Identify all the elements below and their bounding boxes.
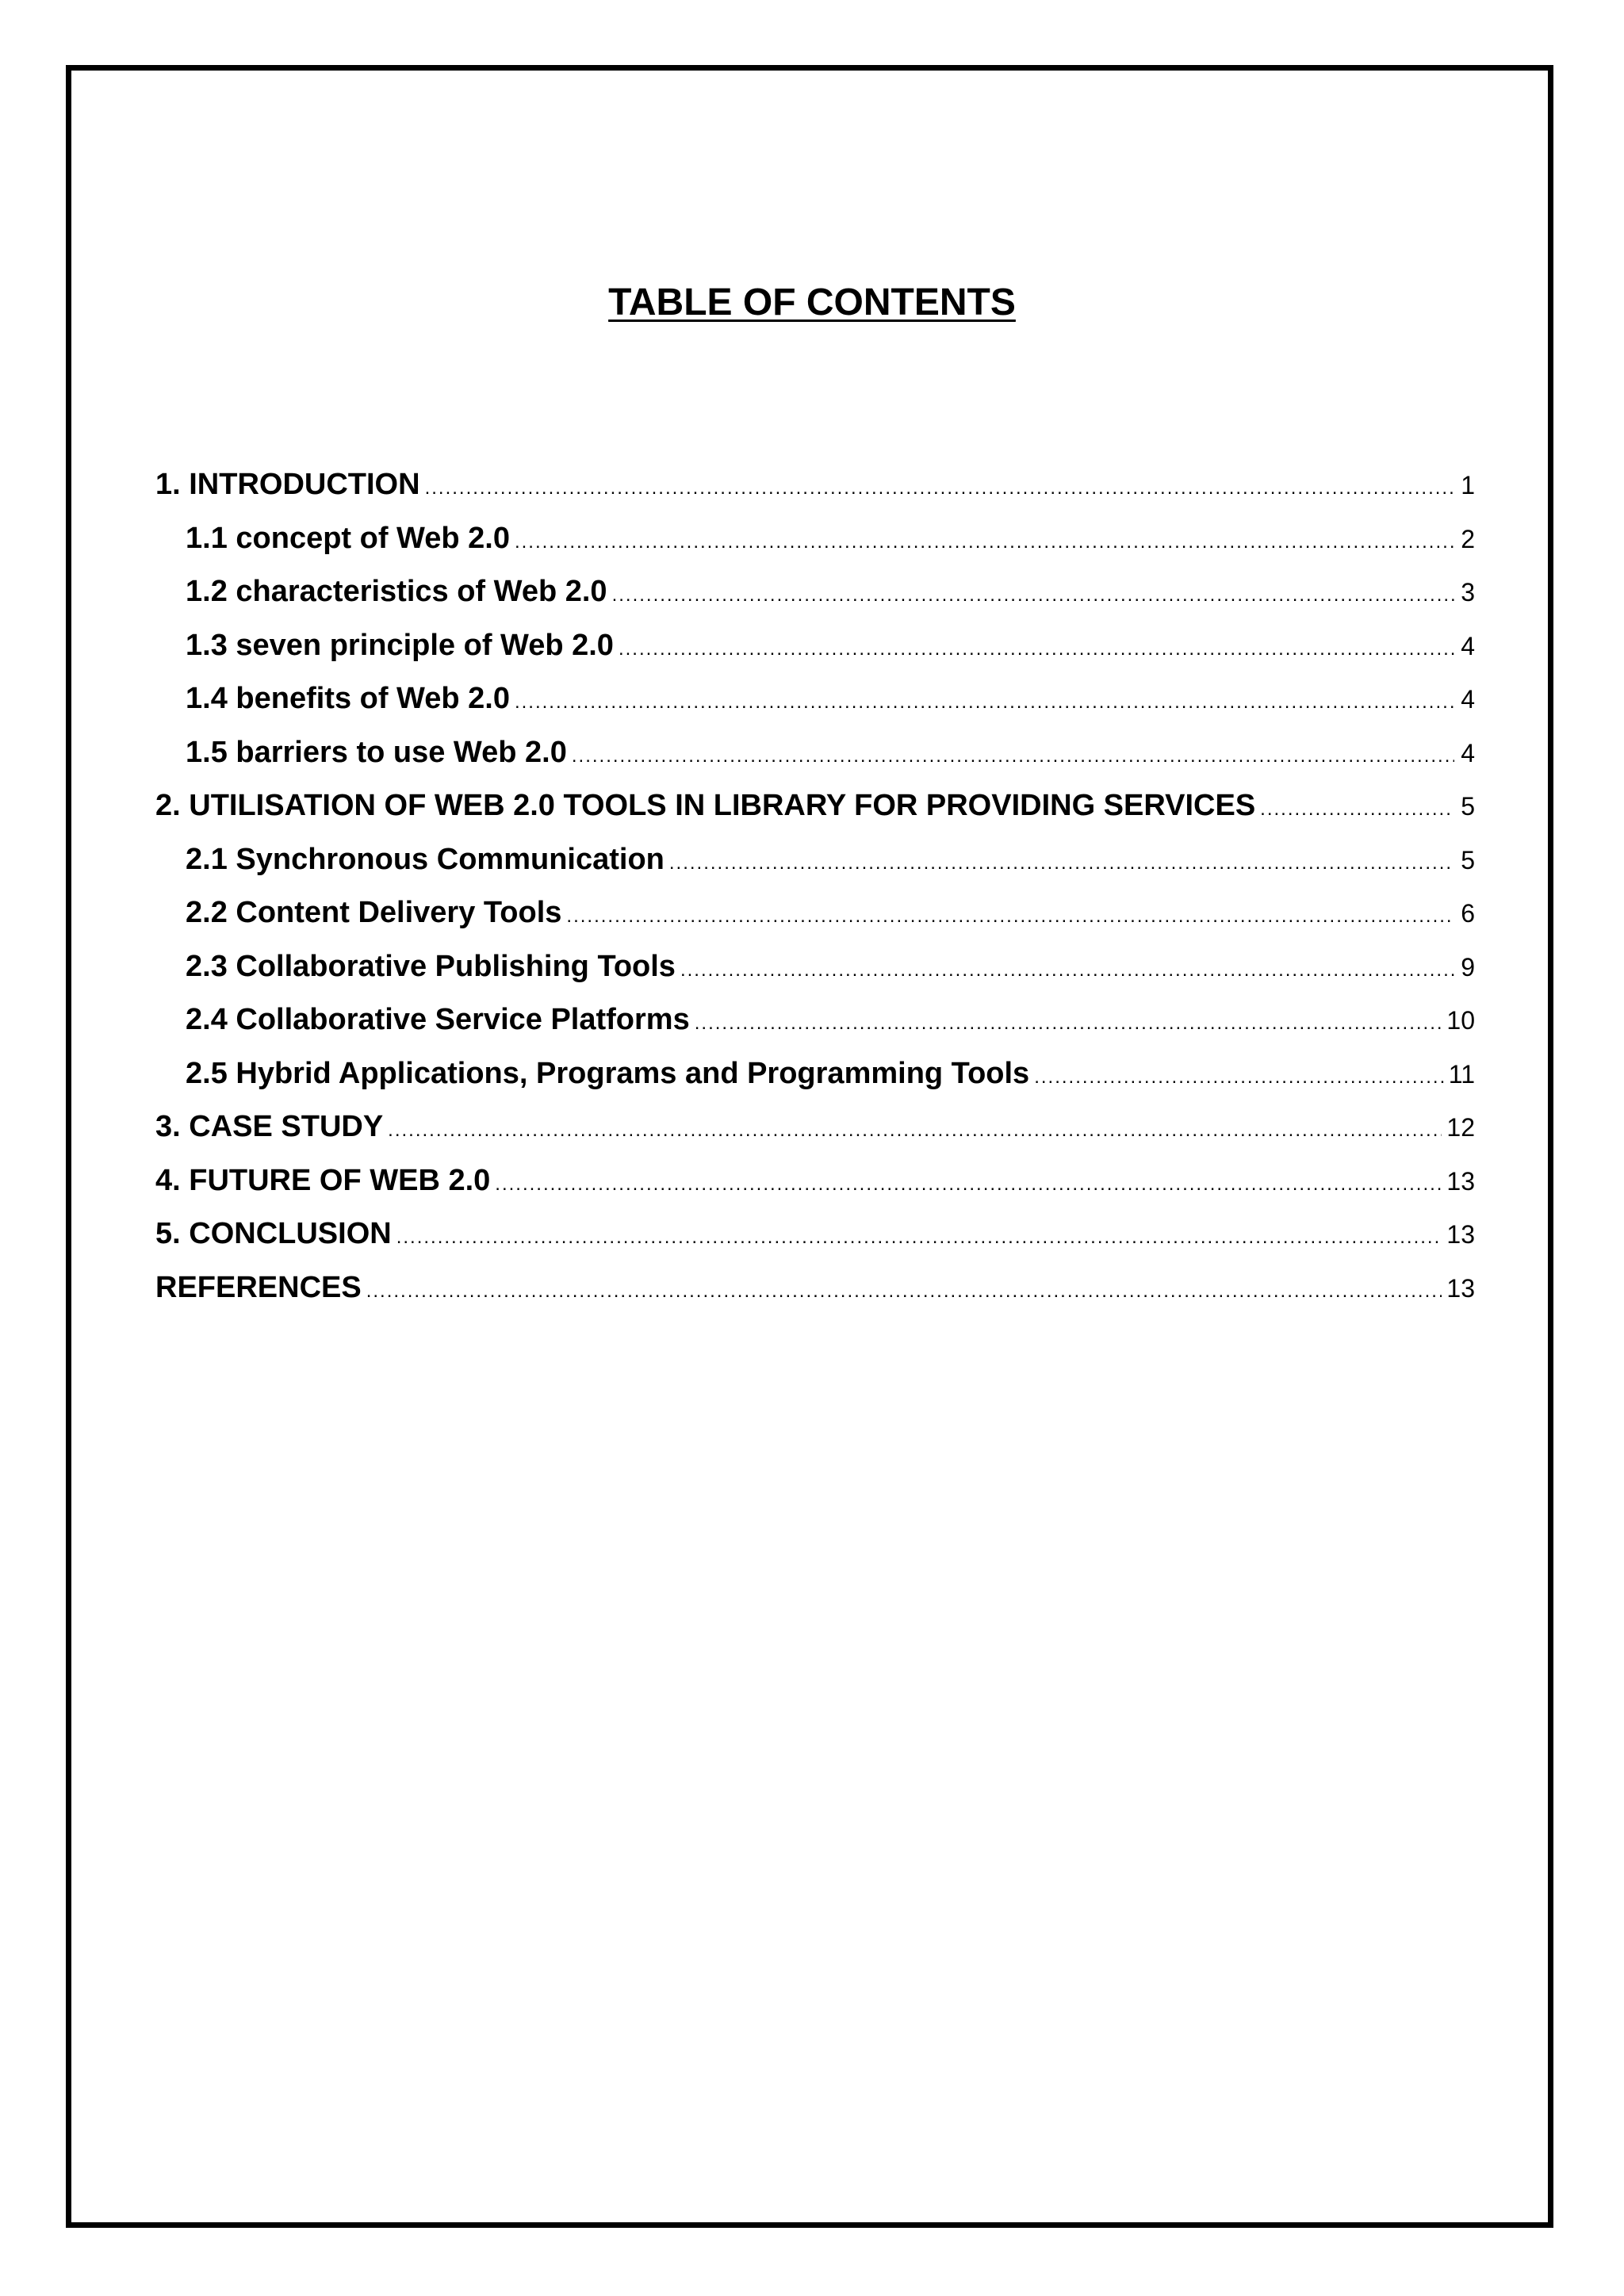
toc-entry-page-number: 10 — [1446, 1006, 1475, 1035]
toc-dot-leader — [680, 959, 1454, 982]
toc-dot-leader — [396, 1226, 1442, 1249]
toc-entry-label: 5. CONCLUSION — [155, 1217, 392, 1250]
toc-entry-page-number: 12 — [1446, 1113, 1475, 1142]
toc-entry[interactable] — [155, 629, 1475, 683]
toc-entry-page-number: 6 — [1461, 899, 1475, 928]
toc-entry[interactable] — [155, 1003, 1475, 1057]
toc-entry-page-number: 13 — [1446, 1273, 1475, 1303]
toc-entry[interactable] — [155, 843, 1475, 897]
toc-entry-label: 2. UTILISATION OF WEB 2.0 TOOLS IN LIBRARY FOR PROVIDING SERVICES — [155, 789, 1256, 822]
toc-dot-leader — [366, 1280, 1442, 1303]
toc-dot-leader — [388, 1119, 1442, 1142]
toc-dot-leader — [515, 531, 1454, 553]
toc-entry-page-number: 5 — [1461, 845, 1475, 874]
toc-dot-leader — [1260, 798, 1454, 821]
toc-dot-leader — [425, 477, 1454, 499]
toc-dot-leader — [612, 584, 1454, 607]
toc-entry[interactable] — [155, 1057, 1475, 1111]
toc-entry[interactable] — [155, 896, 1475, 950]
toc-entry-label: 3. CASE STUDY — [155, 1110, 384, 1143]
toc-entry-page-number: 1 — [1461, 471, 1475, 499]
toc-entry[interactable] — [155, 575, 1475, 629]
toc-entry-label: 2.5 Hybrid Applications, Programs and Programming Tools — [186, 1056, 1030, 1090]
toc-dot-leader — [619, 638, 1454, 660]
toc-entry-page-number: 4 — [1461, 631, 1475, 660]
toc-entry[interactable] — [155, 522, 1475, 576]
toc-entry-label: 1.3 seven principle of Web 2.0 — [186, 628, 614, 662]
toc-entry[interactable] — [155, 950, 1475, 1004]
toc-entry[interactable] — [155, 1110, 1475, 1164]
toc-entry-page-number: 2 — [1461, 524, 1475, 553]
toc-entry-page-number: 3 — [1461, 578, 1475, 607]
toc-entry[interactable] — [155, 789, 1475, 843]
toc-entry[interactable] — [155, 1217, 1475, 1271]
toc-dot-leader — [566, 905, 1454, 928]
page-title: TABLE OF CONTENTS — [608, 281, 1016, 323]
toc-dot-leader — [572, 745, 1454, 767]
toc-entry[interactable] — [155, 1271, 1475, 1325]
toc-entry-label: 1. INTRODUCTION — [155, 468, 420, 501]
toc-entry-page-number: 9 — [1461, 952, 1475, 982]
toc-dot-leader — [495, 1173, 1442, 1196]
toc-entry-page-number: 4 — [1461, 738, 1475, 767]
toc-entry-label: 2.3 Collaborative Publishing Tools — [186, 949, 676, 983]
toc-entry-label: 2.2 Content Delivery Tools — [186, 896, 562, 929]
toc-entry-label: 1.2 characteristics of Web 2.0 — [186, 575, 607, 608]
toc-entry[interactable] — [155, 682, 1475, 736]
toc-entry-page-number: 11 — [1448, 1059, 1475, 1089]
toc-entry-label: 1.4 benefits of Web 2.0 — [186, 682, 510, 715]
toc-entry-label: 2.4 Collaborative Service Platforms — [186, 1003, 690, 1036]
toc-entry-label: 1.1 concept of Web 2.0 — [186, 521, 510, 555]
toc-entry-page-number: 13 — [1446, 1220, 1475, 1249]
toc-entry[interactable] — [155, 736, 1475, 790]
toc-dot-leader — [515, 691, 1454, 714]
toc-dot-leader — [669, 852, 1454, 874]
toc-dot-leader — [695, 1012, 1442, 1035]
table-of-contents — [155, 468, 1475, 1324]
toc-entry-label: REFERENCES — [155, 1270, 362, 1304]
toc-entry[interactable] — [155, 1164, 1475, 1218]
toc-entry-label: 1.5 barriers to use Web 2.0 — [186, 735, 567, 769]
toc-dot-leader — [1034, 1066, 1444, 1089]
toc-entry-page-number: 13 — [1446, 1166, 1475, 1196]
toc-entry-page-number: 5 — [1461, 792, 1475, 821]
toc-entry-label: 2.1 Synchronous Communication — [186, 842, 665, 876]
toc-entry-page-number: 4 — [1461, 685, 1475, 714]
toc-entry-label: 4. FUTURE OF WEB 2.0 — [155, 1163, 491, 1197]
toc-entry[interactable] — [155, 468, 1475, 522]
